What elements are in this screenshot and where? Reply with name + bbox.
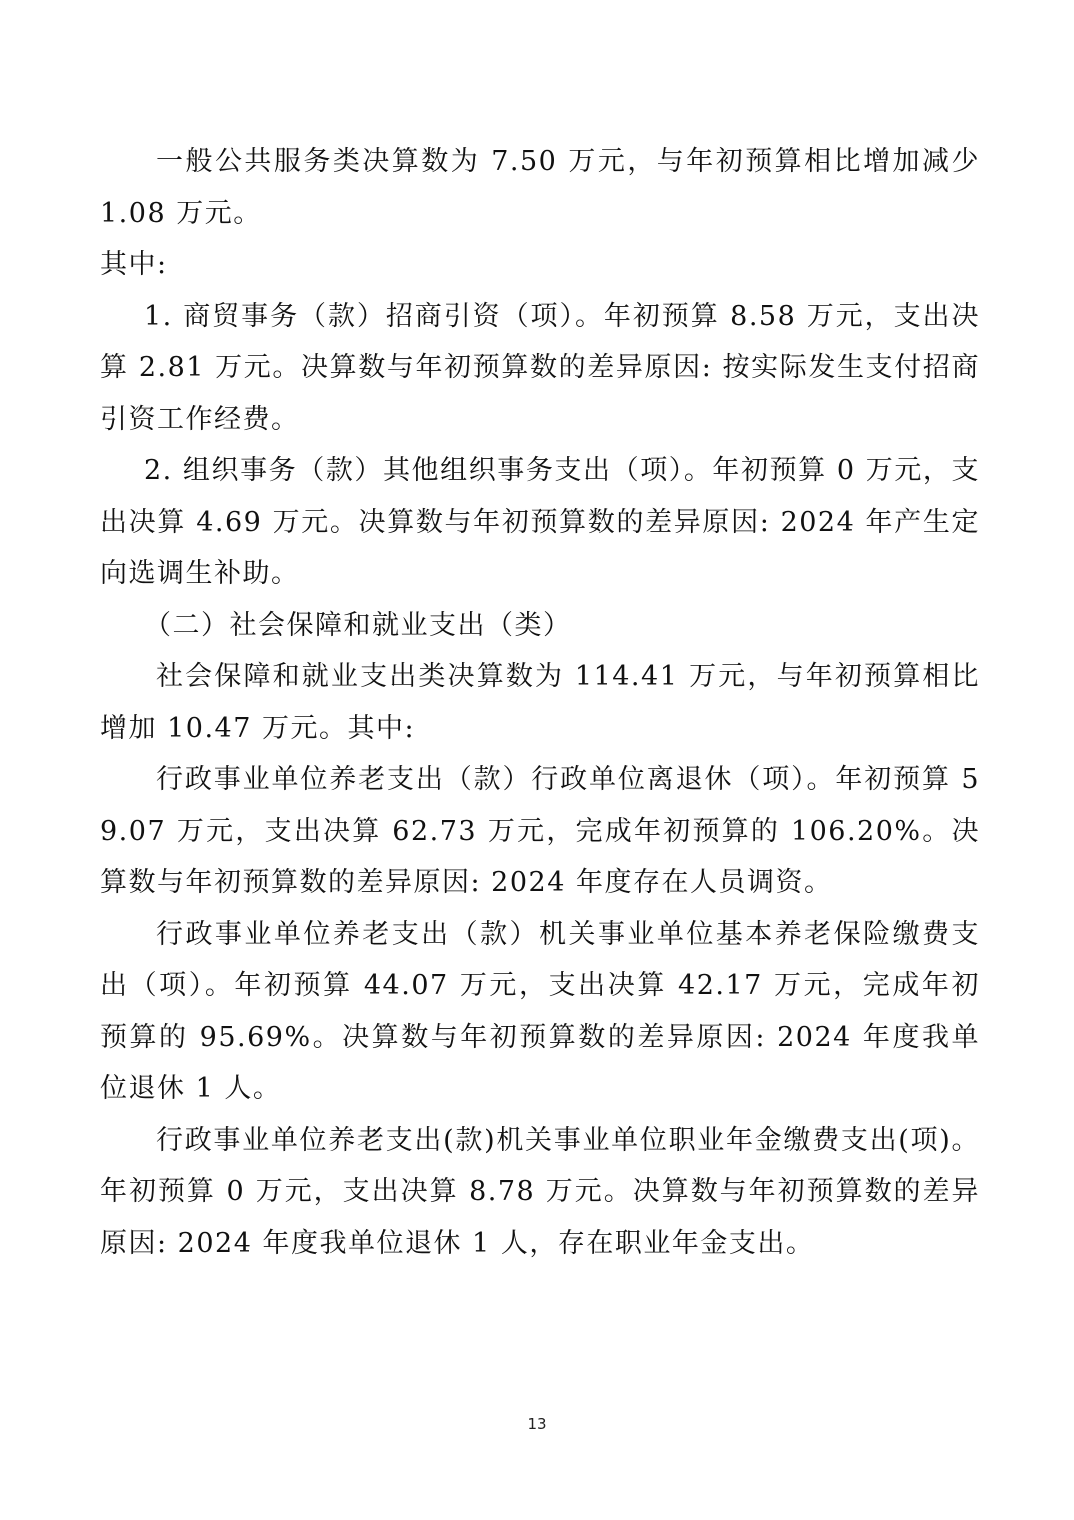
paragraph-social-security-summary: 社会保障和就业支出类决算数为 114.41 万元，与年初预算相比增加 10.47 万元。其中: — [100, 661, 980, 744]
paragraph-item-1-investment: 1. 商贸事务（款）招商引资（项）。年初预算 8.58 万元，支出决算 2.81 万元。决算数与年初预算数的差异原因: 按实际发生支付招商引资工作经费。 — [100, 300, 980, 435]
paragraph-retirement-admin: 行政事业单位养老支出（款）行政单位离退休（项）。年初预算 59.07 万元，支出决算 62.73 万元，完成年初预算的 106.20%。决算数与年初预算数的差异原因: 2024 年度存在人员调资。 — [100, 764, 980, 898]
section-heading-social-security: （二）社会保障和就业支出（类） — [144, 609, 572, 641]
document-body — [100, 136, 980, 1269]
paragraph-among-them: 其中: — [100, 249, 168, 280]
paragraph-item-2-organization: 2. 组织事务（款）其他组织事务支出（项）。年初预算 0 万元，支出决算 4.69 万元。决算数与年初预算数的差异原因: 2024 年产生定向选调生补助。 — [100, 455, 980, 589]
paragraph-basic-pension: 行政事业单位养老支出（款）机关事业单位基本养老保险缴费支出（项）。年初预算 44.07 万元，支出决算 42.17 万元，完成年初预算的 95.69%。决算数与年初预算数的差异原因: 2024 年度我单位退休 1 人。 — [100, 918, 980, 1104]
paragraph-occupational-annuity: 行政事业单位养老支出(款)机关事业单位职业年金缴费支出(项)。年初预算 0 万元，支出决算 8.78 万元。决算数与年初预算数的差异原因: 2024 年度我单位退休 1 人，存在职业年金支出。 — [100, 1124, 980, 1259]
page-number: 13 — [527, 1415, 547, 1433]
paragraph-general-public-services: 一般公共服务类决算数为 7.50 万元，与年初预算相比增加减少 1.08 万元。 — [100, 146, 980, 229]
